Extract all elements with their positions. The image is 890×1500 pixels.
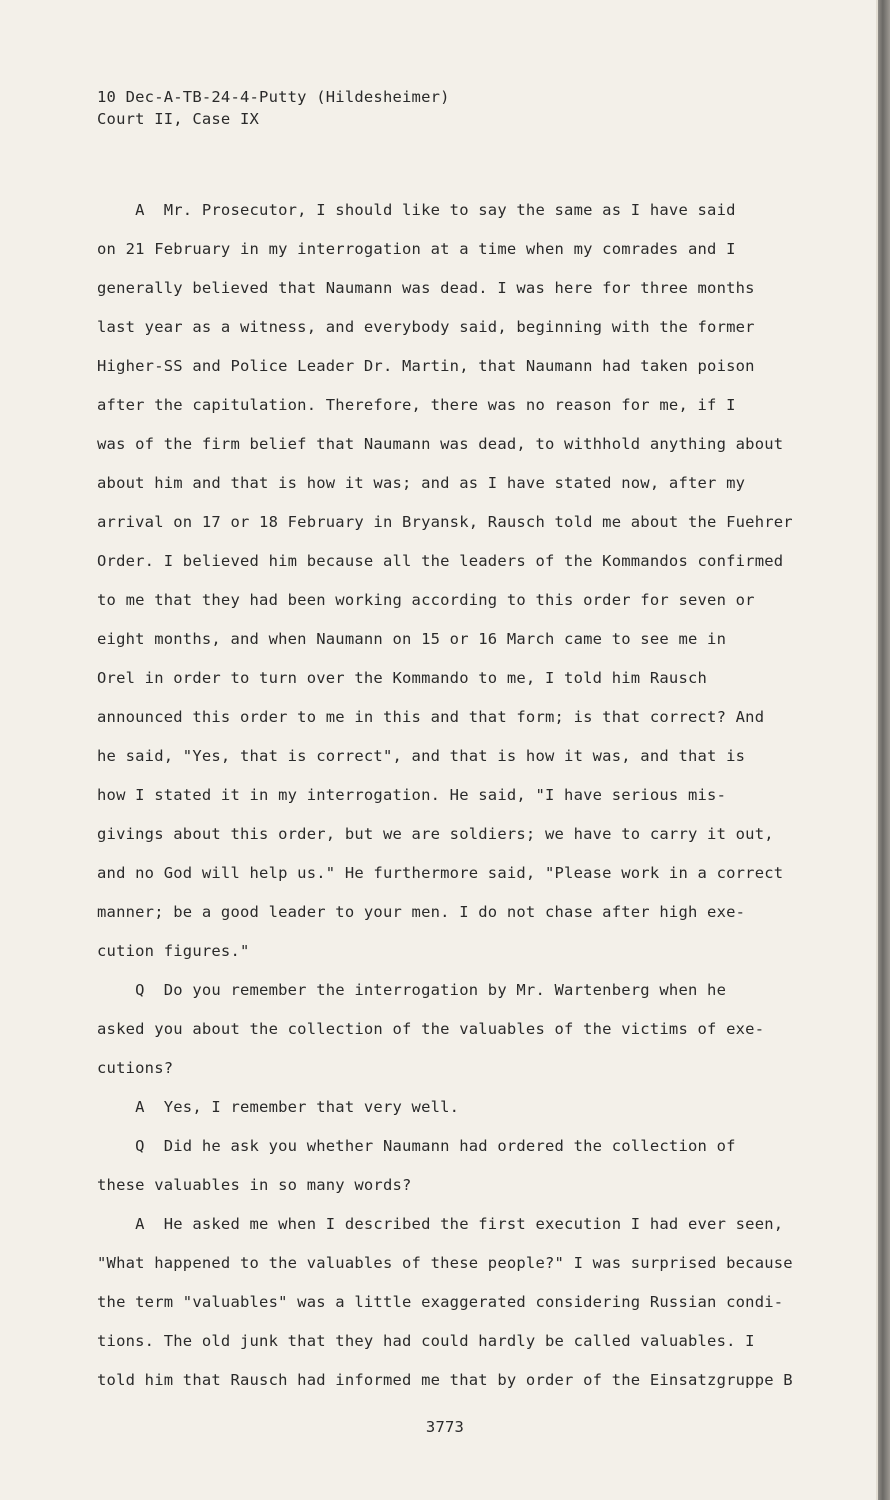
- transcript-line: announced this order to me in this and that form; is that correct? And: [97, 708, 765, 726]
- transcript-line: how I stated it in my interrogation. He said, "I have serious mis-: [97, 786, 727, 804]
- transcript-line: A Yes, I remember that very well.: [97, 1098, 460, 1116]
- transcript-line: asked you about the collection of the valuables of the victims of exe-: [97, 1020, 765, 1038]
- transcript-line: A Mr. Prosecutor, I should like to say the same as I have said: [97, 201, 736, 219]
- transcript-line: Q Do you remember the interrogation by Mr. Wartenberg when he: [97, 981, 727, 999]
- header-court-line: Court II, Case IX: [97, 110, 260, 128]
- transcript-line: on 21 February in my interrogation at a time when my comrades and I: [97, 240, 736, 258]
- transcript-paragraph-answer-2: [97, 1093, 827, 1132]
- transcript-line: these valuables in so many words?: [97, 1176, 412, 1194]
- transcript-paragraph-answer-1: [97, 196, 827, 976]
- transcript-line: to me that they had been working according to this order for seven or: [97, 591, 755, 609]
- transcript-line: last year as a witness, and everybody said, beginning with the former: [97, 318, 755, 336]
- transcript-line: arrival on 17 or 18 February in Bryansk, Rausch told me about the Fuehrer: [97, 513, 793, 531]
- transcript-line: givings about this order, but we are soldiers; we have to carry it out,: [97, 825, 774, 843]
- transcript-line: about him and that is how it was; and as I have stated now, after my: [97, 474, 746, 492]
- transcript-line: Orel in order to turn over the Kommando to me, I told him Rausch: [97, 669, 708, 687]
- transcript-line: A He asked me when I described the first execution I had ever seen,: [97, 1215, 784, 1233]
- document-header: [97, 86, 450, 130]
- header-reference-line: 10 Dec-A-TB-24-4-Putty (Hildesheimer): [97, 88, 450, 106]
- transcript-paragraph-question-2: [97, 1132, 827, 1210]
- transcript-line: Order. I believed him because all the leaders of the Kommandos confirmed: [97, 552, 784, 570]
- transcript-line: Q Did he ask you whether Naumann had ordered the collection of: [97, 1137, 736, 1155]
- transcript-line: tions. The old junk that they had could hardly be called valuables. I: [97, 1332, 755, 1350]
- transcript-line: after the capitulation. Therefore, there was no reason for me, if I: [97, 396, 736, 414]
- transcript-paragraph-answer-3: [97, 1210, 827, 1405]
- page-number: 3773: [425, 1418, 465, 1436]
- transcript-line: he said, "Yes, that is correct", and that is how it was, and that is: [97, 747, 746, 765]
- transcript-line: told him that Rausch had informed me that by order of the Einsatzgruppe B: [97, 1371, 793, 1389]
- transcript-paragraph-question-1: [97, 976, 827, 1093]
- transcript-line: manner; be a good leader to your men. I do not chase after high exe-: [97, 903, 746, 921]
- page-edge-shadow: [878, 0, 890, 1500]
- transcript-line: "What happened to the valuables of these people?" I was surprised because: [97, 1254, 793, 1272]
- transcript-line: Higher-SS and Police Leader Dr. Martin, that Naumann had taken poison: [97, 357, 755, 375]
- transcript-line: was of the firm belief that Naumann was dead, to withhold anything about: [97, 435, 784, 453]
- transcript-line: generally believed that Naumann was dead. I was here for three months: [97, 279, 755, 297]
- transcript-line: the term "valuables" was a little exaggerated considering Russian condi-: [97, 1293, 784, 1311]
- transcript-line: eight months, and when Naumann on 15 or 16 March came to see me in: [97, 630, 727, 648]
- transcript-line: cution figures.": [97, 942, 250, 960]
- transcript-line: and no God will help us." He furthermore said, "Please work in a correct: [97, 864, 784, 882]
- transcript-line: cutions?: [97, 1059, 174, 1077]
- transcript-body: [97, 196, 827, 1405]
